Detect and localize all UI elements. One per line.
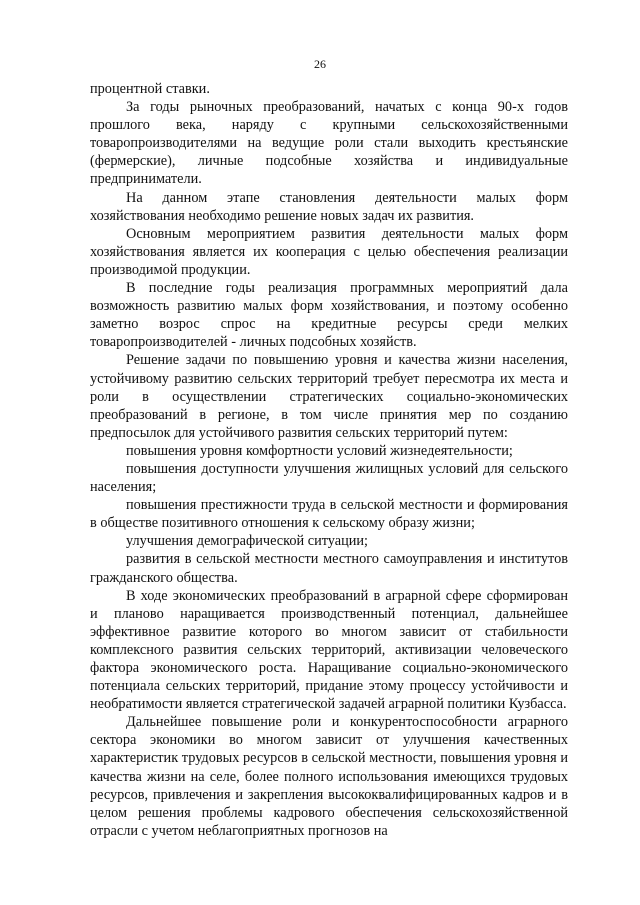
paragraph: Дальнейшее повышение роли и конкурентоспособности аграрного сектора экономики во многом зависит от улучшения качественных характеристик трудовых ресурсов в сельской местности, повышения уровня и качества жизни на селе, более полного использования имеющихся трудовых ресурсов, привлечения и закрепления высококвалифицированных кадров и в целом решения проблемы кадрового обеспечения сельскохозяйственной отрасли с учетом неблагоприятных прогнозов на bbox=[90, 714, 568, 839]
paragraph: Основным мероприятием развития деятельности малых форм хозяйствования является их кооперация с целью обеспечения реализации производимой продукции. bbox=[90, 225, 568, 278]
list-item: повышения доступности улучшения жилищных условий для сельского населения; bbox=[90, 460, 568, 496]
document-body bbox=[90, 80, 568, 840]
paragraph: процентной ставки. bbox=[90, 81, 210, 97]
page-number: 26 bbox=[314, 57, 326, 71]
list-item: развития в сельской местности местного самоуправления и институтов гражданского общества. bbox=[90, 551, 568, 586]
paragraph: На данном этапе становления деятельности малых форм хозяйствования необходимо решение новых задач их развития. bbox=[90, 189, 568, 224]
list-item: повышения престижности труда в сельской местности и формирования в обществе позитивного отношения к сельскому образу жизни; bbox=[90, 497, 568, 532]
paragraph: Решение задачи по повышению уровня и качества жизни населения, устойчивому развитию сельских территорий требует пересмотра их места и роли в осуществлении стратегических социально-экономических преобразований в регионе, в том числе принятия мер по созданию предпосылок для устойчивого развития сельских территорий путем: bbox=[90, 352, 568, 441]
list-item: повышения уровня комфортности условий жизнедеятельности; bbox=[126, 442, 513, 459]
paragraph: В последние годы реализация программных мероприятий дала возможность развитию малых форм хозяйствования, и поэтому особенно заметно возрос спрос на кредитные ресурсы среди мелких товаропроизводителей - личных подсобных хозяйств. bbox=[90, 280, 568, 351]
paragraph: В ходе экономических преобразований в аграрной сфере сформирован и планово наращивается производственный потенциал, дальнейшее эффективное развитие которого во многом зависит от стабильности комплексного развития сельских территорий, активизации человеческого фактора экономического роста. Наращивание социально-экономического потенциала сельских территорий, придание этому процессу устойчивости и необратимости является стратегической задачей аграрной политики Кузбасса. bbox=[90, 587, 568, 713]
paragraph: За годы рыночных преобразований, начатых с конца 90-х годов прошлого века, наряду с крупными сельскохозяйственными товаропроизводителями на ведущие роли стали выходить крестьянские (фермерские), личные подсобные хозяйства и индивидуальные предприниматели. bbox=[90, 99, 568, 188]
list-item: улучшения демографической ситуации; bbox=[126, 533, 369, 550]
